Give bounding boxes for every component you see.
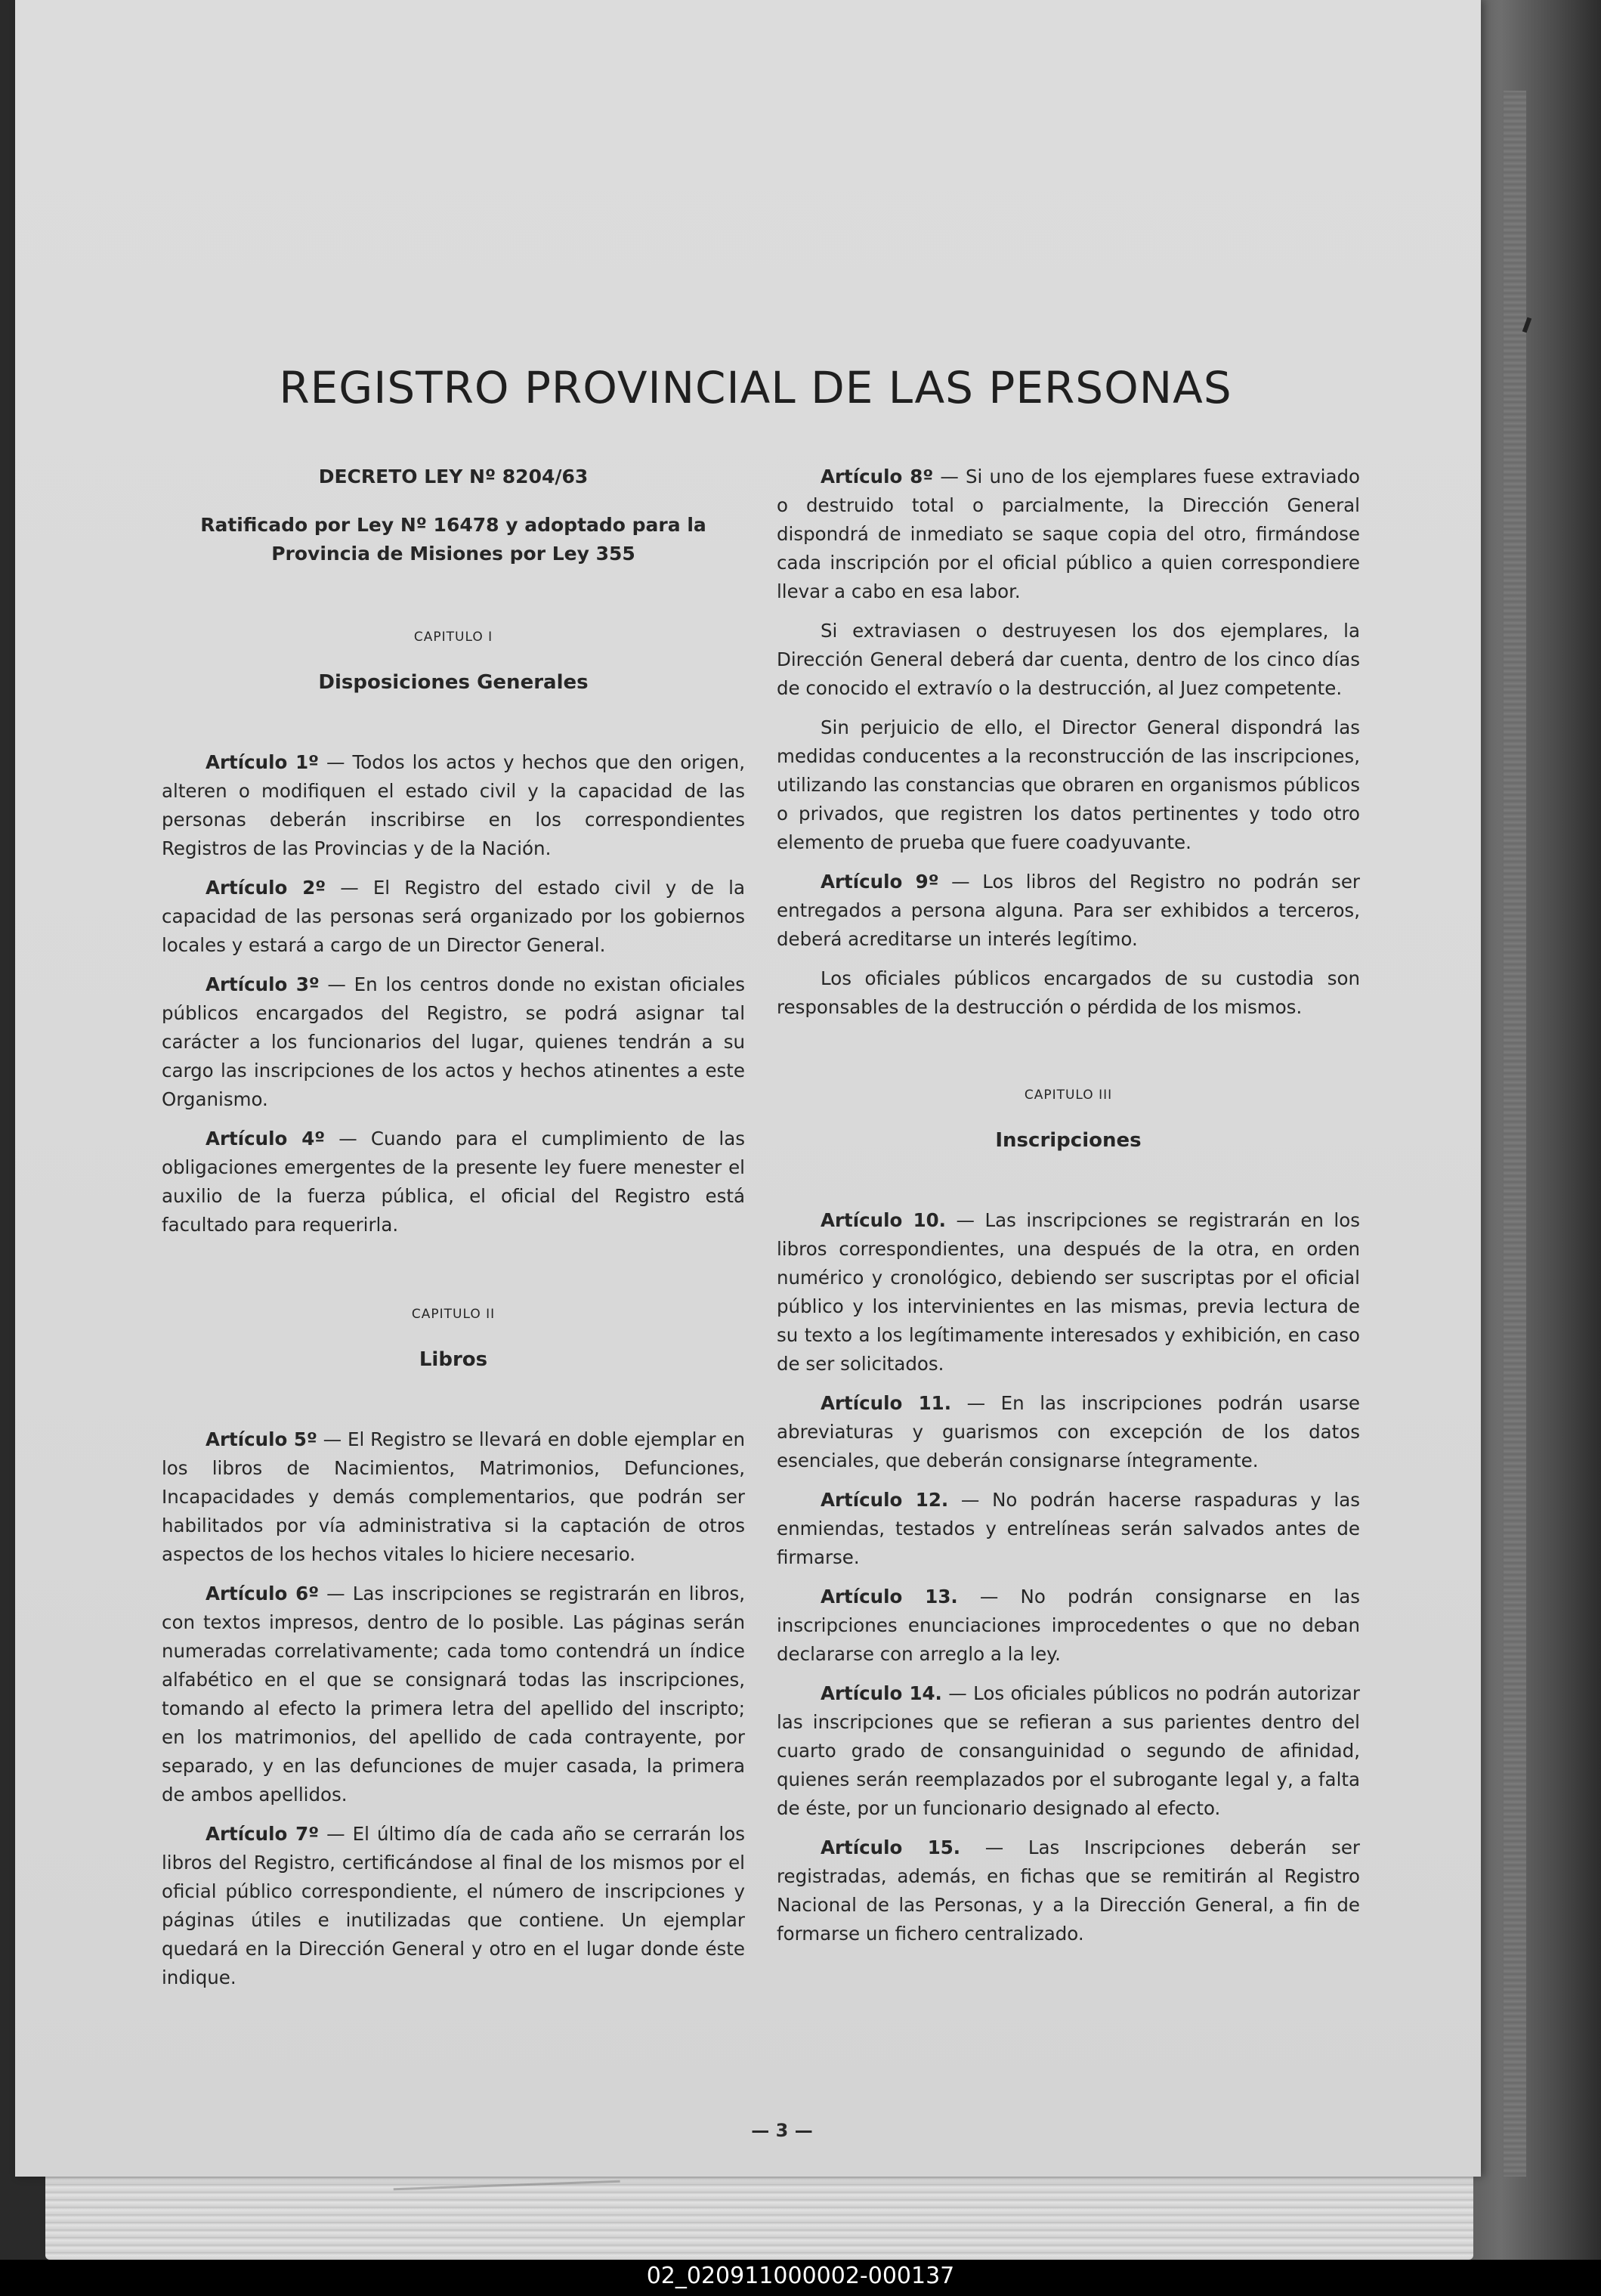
article-2 [162, 874, 745, 960]
article-text: — Los libros del Registro no podrán ser entregados a persona alguna. Para ser exhibidos a terceros, deberá acreditarse un interés legítimo. [777, 871, 1360, 950]
chapter-title: Libros [419, 1348, 488, 1371]
main-title: REGISTRO PROVINCIAL DE LAS PERSONAS [279, 361, 1232, 413]
chapter-label: CAPITULO I [413, 630, 493, 645]
article-paragraph: Si extraviasen o destruyesen los dos ejemplares, la Dirección General deberá dar cuenta, dentro de los cinco días de conocido el extravío o la destrucción, al Juez competente. [777, 620, 1360, 699]
article-label: Artículo 2º [206, 877, 326, 899]
article-text: — Las Inscripciones deberán ser registradas, además, en fichas que se remitirán al Registro Nacional de las Personas, y a la Dirección General, a fin de formarse un fichero centralizado. [777, 1836, 1360, 1945]
article-label: Artículo 4º [206, 1128, 326, 1150]
decree-subtitle: Ratificado por Ley Nº 16478 y adoptado para la Provincia de Misiones por Ley 355 [200, 514, 706, 565]
chapter-title: Disposiciones Generales [318, 671, 589, 694]
article-text: — En las inscripciones podrán usarse abreviaturas y guarismos con excepción de los datos esenciales, que deberán consignarse íntegramente. [777, 1392, 1360, 1471]
right-column [777, 463, 1360, 1959]
article-8 [777, 463, 1360, 606]
article-12 [777, 1486, 1360, 1572]
article-text: — El Registro del estado civil y de la capacidad de las personas será organizado por los gobiernos locales y estará a cargo de un Director General. [162, 877, 745, 956]
article-text: — Los oficiales públicos no podrán autorizar las inscripciones que se refieran a sus parientes dentro del cuarto grado de consanguinidad o segundo de afinidad, quienes serán reemplazados por el subrogante legal y, a falta de éste, por un funcionario designado al efecto. [777, 1682, 1360, 1819]
chapter-label: CAPITULO II [411, 1307, 496, 1322]
article-text: — No podrán consignarse en las inscripciones enunciaciones improcedentes o que no deban declararse con arreglo a la ley. [777, 1586, 1361, 1665]
page-number: — 3 — [751, 2120, 813, 2141]
article-1 [162, 748, 745, 863]
article-5 [162, 1425, 745, 1569]
decree-title: DECRETO LEY Nº 8204/63 [318, 466, 589, 487]
article-label: Artículo 12. [821, 1489, 949, 1511]
article-label: Artículo 6º [206, 1583, 320, 1604]
article-label: Artículo 3º [206, 973, 320, 995]
article-label: Artículo 14. [821, 1682, 942, 1704]
image-caption: 02_020911000002-000137 [646, 2263, 955, 2289]
article-text: — Si uno de los ejemplares fuese extraviado o destruido total o parcialmente, la Dirección General dispondrá de inmediato se saque copia del otro, firmándose cada inscripción por el oficial público a quien correspondiere llevar a cabo en esa labor. [777, 466, 1360, 602]
article-15 [777, 1833, 1360, 1948]
article-text: — Las inscripciones se registrarán en libros, con textos impresos, dentro de lo posible. Las páginas serán numeradas correlativamente; cada tomo contendrá un índice alfabético en el que se consignará todas las inscripciones, tomando al efecto la primera letra del apellido del inscripto; en los matrimonios, del apellido de cada contrayente, por separado, y en las defunciones de mujer casada, la primera de ambos apellidos. [162, 1583, 746, 1806]
article-6 [162, 1580, 745, 1809]
article-text: — En los centros donde no existan oficiales públicos encargados del Registro, se podrá asignar tal carácter a los funcionarios del lugar, quienes tendrán a su cargo las inscripciones de los actos y hechos atinentes a este Organismo. [162, 973, 745, 1110]
article-4 [162, 1125, 745, 1239]
chapter-title: Inscripciones [995, 1129, 1142, 1152]
article-10 [777, 1206, 1360, 1379]
chapter-label: CAPITULO III [1024, 1088, 1113, 1103]
article-label: Artículo 9º [821, 871, 939, 893]
article-label: Artículo 8º [821, 466, 934, 487]
article-text: — No podrán hacerse raspaduras y las enmiendas, testados y entrelíneas serán salvados antes de firmarse. [777, 1489, 1360, 1568]
article-text: — El Registro se llevará en doble ejemplar en los libros de Nacimientos, Matrimonios, Defunciones, Incapacidades y demás complementarios, que podrán ser habilitados por vía administrativa si la captación de otros aspectos de los hechos vitales lo hiciere necesario. [162, 1428, 745, 1565]
article-7 [162, 1820, 745, 1992]
article-13 [777, 1583, 1360, 1669]
article-3 [162, 970, 745, 1114]
article-label: Artículo 7º [206, 1823, 320, 1845]
article-label: Artículo 15. [821, 1836, 961, 1858]
article-text: — El último día de cada año se cerrarán los libros del Registro, certificándose al final de los mismos por el oficial público correspondiente, el número de inscripciones y páginas útiles e inutilizadas que contiene. Un ejemplar quedará en la Dirección General y otro en el lugar donde éste indique. [162, 1823, 745, 1988]
left-column [162, 463, 745, 2003]
article-label: Artículo 10. [821, 1209, 946, 1231]
article-text: — Todos los actos y hechos que den origen, alteren o modifiquen el estado civil y la capacidad de las personas deberán inscribirse en los correspondientes Registros de las Provincias y de la Nación. [162, 751, 745, 859]
article-paragraph: Los oficiales públicos encargados de su custodia son responsables de la destrucción o pérdida de los mismos. [777, 967, 1360, 1018]
article-label: Artículo 1º [206, 751, 319, 773]
article-11 [777, 1389, 1360, 1475]
article-14 [777, 1679, 1360, 1823]
article-text: — Las inscripciones se registrarán en los libros correspondientes, una después de la otra, en orden numérico y cronológico, debiendo ser suscriptas por el oficial público y los intervinientes en las mismas, previa lectura de su texto a los legítimamente interesados y exhibición, en caso de ser solicitados. [777, 1209, 1360, 1375]
article-9 [777, 868, 1360, 954]
article-paragraph: Sin perjuicio de ello, el Director General dispondrá las medidas conducentes a la reconstrucción de las inscripciones, utilizando las constancias que obraren en organismos públicos o privados, que registren los datos pertinentes y todo otro elemento de prueba que fuere coadyuvante. [777, 716, 1360, 853]
article-label: Artículo 11. [821, 1392, 952, 1414]
article-label: Artículo 13. [821, 1586, 958, 1608]
article-label: Artículo 5º [206, 1428, 317, 1450]
article-text: — Cuando para el cumplimiento de las obligaciones emergentes de la presente ley fuere menester el auxilio de la fuerza pública, el oficial del Registro está facultado para requerirla. [162, 1128, 745, 1236]
